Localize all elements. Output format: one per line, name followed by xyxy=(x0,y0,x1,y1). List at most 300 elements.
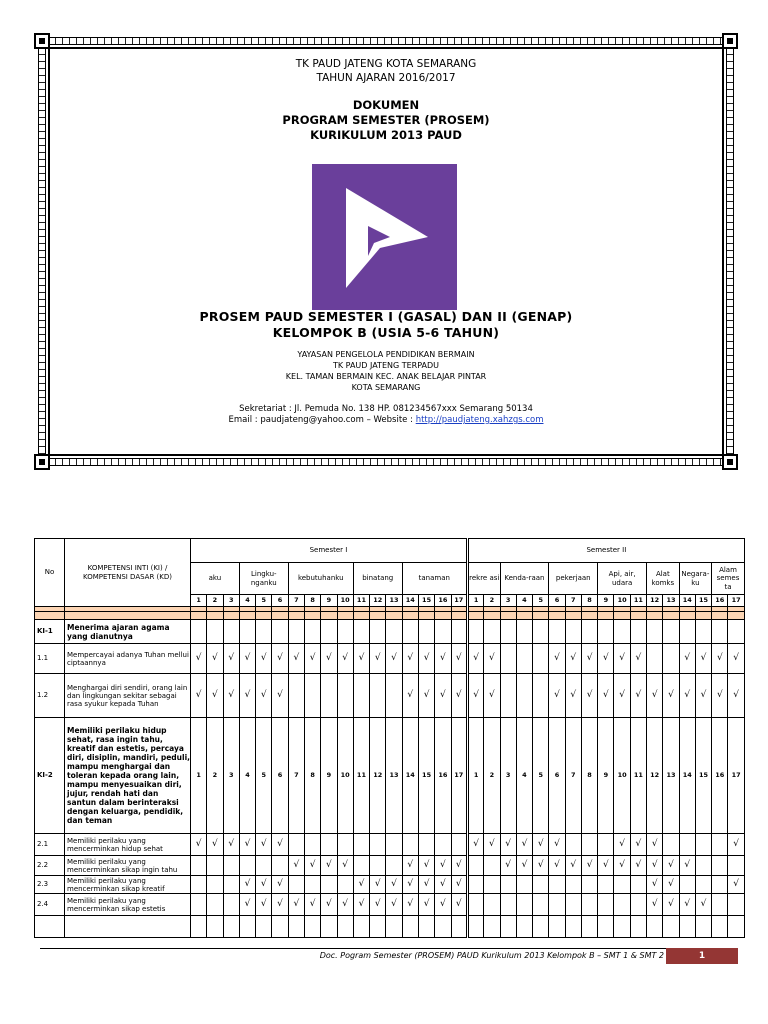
check-mark: √ xyxy=(484,834,500,856)
empty-cell xyxy=(321,916,337,938)
empty-cell xyxy=(304,876,320,894)
check-mark: √ xyxy=(239,894,255,916)
empty-cell xyxy=(712,856,728,876)
empty-cell xyxy=(321,620,337,644)
week-number: 11 xyxy=(630,718,646,834)
check-mark: √ xyxy=(614,834,630,856)
theme-header: binatang xyxy=(353,563,402,595)
check-mark: √ xyxy=(598,856,614,876)
empty-cell xyxy=(533,916,549,938)
school-name: TK PAUD JATENG KOTA SEMARANG xyxy=(295,58,477,70)
check-mark: √ xyxy=(467,834,483,856)
theme-header: tanaman xyxy=(402,563,467,595)
check-mark: √ xyxy=(647,894,663,916)
empty-cell xyxy=(272,620,288,644)
check-mark: √ xyxy=(484,644,500,674)
check-mark: √ xyxy=(239,644,255,674)
week-number: 4 xyxy=(239,718,255,834)
column-header-kd: KOMPETENSI INTI (KI) / KOMPETENSI DASAR (KD) xyxy=(65,539,191,607)
empty-cell xyxy=(191,894,207,916)
empty-cell xyxy=(467,916,483,938)
week-number: 12 xyxy=(370,595,386,607)
empty-cell xyxy=(581,916,597,938)
empty-cell xyxy=(663,916,679,938)
theme-header: Alam semes ta xyxy=(712,563,745,595)
empty-cell xyxy=(304,916,320,938)
empty-cell xyxy=(598,894,614,916)
empty-cell xyxy=(239,916,255,938)
week-number: 1 xyxy=(467,718,483,834)
check-mark: √ xyxy=(679,674,695,718)
row-number: 2.4 xyxy=(35,894,65,916)
empty-cell xyxy=(581,620,597,644)
check-mark: √ xyxy=(728,834,744,856)
check-mark: √ xyxy=(386,644,402,674)
empty-cell xyxy=(467,876,483,894)
empty-cell xyxy=(630,894,646,916)
week-number: 3 xyxy=(500,718,516,834)
check-mark: √ xyxy=(191,674,207,718)
check-mark: √ xyxy=(402,674,418,718)
table-row xyxy=(35,718,745,834)
empty-cell xyxy=(304,620,320,644)
competency-text: Memiliki perilaku yang mencerminkan sikap kreatif xyxy=(65,876,191,894)
empty-cell xyxy=(304,674,320,718)
row-number: KI-2 xyxy=(35,718,65,834)
empty-cell xyxy=(533,644,549,674)
empty-cell xyxy=(695,620,711,644)
check-mark: √ xyxy=(451,876,467,894)
check-mark: √ xyxy=(402,644,418,674)
empty-cell xyxy=(630,876,646,894)
empty-cell xyxy=(370,834,386,856)
empty-cell xyxy=(337,834,353,856)
check-mark: √ xyxy=(695,674,711,718)
document-title xyxy=(34,98,738,143)
empty-cell xyxy=(191,876,207,894)
empty-cell xyxy=(516,916,532,938)
week-number: 12 xyxy=(370,718,386,834)
check-mark: √ xyxy=(191,644,207,674)
check-mark: √ xyxy=(370,876,386,894)
week-number: 14 xyxy=(402,718,418,834)
empty-cell xyxy=(695,834,711,856)
empty-cell xyxy=(467,620,483,644)
week-number: 9 xyxy=(321,718,337,834)
check-mark: √ xyxy=(728,674,744,718)
empty-cell xyxy=(712,620,728,644)
check-mark: √ xyxy=(614,644,630,674)
week-number: 10 xyxy=(337,595,353,607)
empty-cell xyxy=(695,856,711,876)
empty-cell xyxy=(500,894,516,916)
check-mark: √ xyxy=(239,876,255,894)
table-header-row xyxy=(35,539,745,563)
competency-text: Memiliki perilaku yang mencerminkan sikap estetis xyxy=(65,894,191,916)
check-mark: √ xyxy=(451,644,467,674)
empty-cell xyxy=(353,856,369,876)
empty-cell xyxy=(614,876,630,894)
empty-cell xyxy=(418,834,434,856)
empty-cell xyxy=(500,644,516,674)
week-number: 8 xyxy=(581,595,597,607)
empty-cell xyxy=(565,620,581,644)
week-number: 6 xyxy=(549,718,565,834)
week-number: 4 xyxy=(516,595,532,607)
check-mark: √ xyxy=(695,894,711,916)
check-mark: √ xyxy=(695,644,711,674)
empty-cell xyxy=(451,834,467,856)
row-number: KI-1 xyxy=(35,620,65,644)
table-row xyxy=(35,674,745,718)
empty-cell xyxy=(630,916,646,938)
week-number: 6 xyxy=(272,718,288,834)
week-number: 6 xyxy=(549,595,565,607)
week-number: 6 xyxy=(272,595,288,607)
check-mark: √ xyxy=(630,644,646,674)
empty-cell xyxy=(516,876,532,894)
competency-text: Memiliki perilaku yang mencerminkan hidup sehat xyxy=(65,834,191,856)
empty-cell xyxy=(598,916,614,938)
corner-ornament xyxy=(722,33,738,49)
check-mark: √ xyxy=(679,894,695,916)
week-number: 15 xyxy=(418,718,434,834)
empty-cell xyxy=(663,644,679,674)
check-mark: √ xyxy=(598,674,614,718)
prosem-line2: KELOMPOK B (USIA 5-6 TAHUN) xyxy=(272,325,500,340)
email-line xyxy=(34,415,738,426)
empty-cell xyxy=(549,894,565,916)
week-number: 9 xyxy=(321,595,337,607)
empty-cell xyxy=(467,894,483,916)
empty-cell xyxy=(288,916,304,938)
empty-cell xyxy=(500,620,516,644)
empty-cell xyxy=(256,856,272,876)
empty-cell xyxy=(712,876,728,894)
empty-cell xyxy=(353,834,369,856)
check-mark: √ xyxy=(451,856,467,876)
school-year: TAHUN AJARAN 2016/2017 xyxy=(316,72,456,84)
empty-cell xyxy=(500,674,516,718)
empty-cell xyxy=(288,876,304,894)
empty-cell xyxy=(239,620,255,644)
school-header xyxy=(34,57,738,85)
empty-cell xyxy=(402,916,418,938)
check-mark: √ xyxy=(386,894,402,916)
empty-cell xyxy=(516,644,532,674)
check-mark: √ xyxy=(435,894,451,916)
empty-cell xyxy=(712,894,728,916)
check-mark: √ xyxy=(256,876,272,894)
week-number: 13 xyxy=(663,718,679,834)
theme-header: kebutuhanku xyxy=(288,563,353,595)
week-number: 14 xyxy=(679,595,695,607)
empty-cell xyxy=(695,916,711,938)
corner-ornament xyxy=(722,454,738,470)
check-mark: √ xyxy=(223,644,239,674)
week-number: 16 xyxy=(712,595,728,607)
check-mark: √ xyxy=(418,674,434,718)
empty-cell xyxy=(223,894,239,916)
empty-cell xyxy=(728,620,744,644)
check-mark: √ xyxy=(712,674,728,718)
check-mark: √ xyxy=(239,674,255,718)
empty-cell xyxy=(337,876,353,894)
check-mark: √ xyxy=(256,674,272,718)
check-mark: √ xyxy=(256,894,272,916)
competency-text: Memiliki perilaku hidup sehat, rasa ingin tahu, kreatif dan estetis, percaya diri, disiplin, mandiri, peduli, mampu menghargai dan toleran kepada orang lain, mampu menyesuaikan diri, jujur, rendah hati dan santun dalam berinteraksi dengan keluarga, pendidik, dan teman xyxy=(65,718,191,834)
check-mark: √ xyxy=(353,876,369,894)
week-number: 7 xyxy=(288,718,304,834)
week-number: 15 xyxy=(695,718,711,834)
week-number: 11 xyxy=(353,595,369,607)
address-line: Sekretariat : Jl. Pemuda No. 138 HP. 081234567xxx Semarang 50134 xyxy=(239,404,533,414)
week-number: 3 xyxy=(500,595,516,607)
check-mark: √ xyxy=(435,876,451,894)
check-mark: √ xyxy=(467,674,483,718)
check-mark: √ xyxy=(647,834,663,856)
check-mark: √ xyxy=(712,644,728,674)
website-link[interactable]: http://paudjateng.xahzgs.com xyxy=(415,415,544,425)
doc-title-line2: PROGRAM SEMESTER (PROSEM) xyxy=(282,113,490,127)
check-mark: √ xyxy=(418,644,434,674)
empty-cell xyxy=(647,644,663,674)
week-number: 16 xyxy=(712,718,728,834)
check-mark: √ xyxy=(549,644,565,674)
check-mark: √ xyxy=(370,894,386,916)
empty-cell xyxy=(712,834,728,856)
page-number: 1 xyxy=(666,948,738,964)
empty-cell xyxy=(353,620,369,644)
check-mark: √ xyxy=(516,834,532,856)
check-mark: √ xyxy=(728,876,744,894)
row-number: 2.2 xyxy=(35,856,65,876)
contact-info xyxy=(34,404,738,426)
week-number: 8 xyxy=(581,718,597,834)
week-number: 8 xyxy=(304,595,320,607)
empty-cell xyxy=(370,916,386,938)
empty-cell xyxy=(353,916,369,938)
empty-cell xyxy=(533,894,549,916)
corner-ornament xyxy=(34,33,50,49)
check-mark: √ xyxy=(565,856,581,876)
check-mark: √ xyxy=(451,674,467,718)
check-mark: √ xyxy=(565,644,581,674)
empty-cell xyxy=(223,916,239,938)
empty-cell xyxy=(614,894,630,916)
table-row xyxy=(35,894,745,916)
week-number: 1 xyxy=(191,595,207,607)
foundation-line2: TK PAUD JATENG TERPADU xyxy=(332,361,440,370)
empty-cell xyxy=(191,856,207,876)
empty-cell xyxy=(533,620,549,644)
empty-cell xyxy=(256,620,272,644)
empty-cell xyxy=(516,894,532,916)
empty-cell xyxy=(565,834,581,856)
empty-cell xyxy=(288,834,304,856)
empty-cell xyxy=(663,834,679,856)
empty-cell xyxy=(484,876,500,894)
check-mark: √ xyxy=(207,674,223,718)
week-number: 9 xyxy=(598,718,614,834)
check-mark: √ xyxy=(353,644,369,674)
empty-cell xyxy=(598,876,614,894)
check-mark: √ xyxy=(647,876,663,894)
prosem-title xyxy=(34,309,738,341)
check-mark: √ xyxy=(614,856,630,876)
check-mark: √ xyxy=(435,674,451,718)
empty-cell xyxy=(402,834,418,856)
empty-cell xyxy=(353,674,369,718)
competency-text: Menghargai diri sendiri, orang lain dan lingkungan sekitar sebagai rasa syukur kepada Tuhan xyxy=(65,674,191,718)
week-number: 2 xyxy=(484,595,500,607)
logo-icon xyxy=(312,164,457,310)
empty-cell xyxy=(402,620,418,644)
check-mark: √ xyxy=(418,856,434,876)
check-mark: √ xyxy=(272,674,288,718)
check-mark: √ xyxy=(223,834,239,856)
week-number: 5 xyxy=(533,718,549,834)
week-number: 15 xyxy=(695,595,711,607)
check-mark: √ xyxy=(581,856,597,876)
check-mark: √ xyxy=(337,856,353,876)
theme-header: Negara-ku xyxy=(679,563,712,595)
check-mark: √ xyxy=(402,856,418,876)
competency-text: Menerima ajaran agama yang dianutnya xyxy=(65,620,191,644)
empty-cell xyxy=(239,856,255,876)
column-header-no: No xyxy=(35,539,65,607)
check-mark: √ xyxy=(321,856,337,876)
empty-cell xyxy=(207,620,223,644)
empty-cell xyxy=(321,834,337,856)
check-mark: √ xyxy=(288,894,304,916)
check-mark: √ xyxy=(386,876,402,894)
empty-cell xyxy=(679,916,695,938)
prosem-line1: PROSEM PAUD SEMESTER I (GASAL) DAN II (GENAP) xyxy=(199,309,573,324)
semester1-header: Semester I xyxy=(191,539,468,563)
week-number: 17 xyxy=(451,595,467,607)
check-mark: √ xyxy=(663,876,679,894)
week-number: 13 xyxy=(386,718,402,834)
check-mark: √ xyxy=(418,876,434,894)
empty-cell xyxy=(451,916,467,938)
empty-cell xyxy=(500,876,516,894)
empty-cell xyxy=(647,916,663,938)
empty-cell xyxy=(337,916,353,938)
week-number: 10 xyxy=(614,718,630,834)
week-number: 4 xyxy=(516,718,532,834)
check-mark: √ xyxy=(630,834,646,856)
week-number: 14 xyxy=(679,718,695,834)
check-mark: √ xyxy=(353,894,369,916)
check-mark: √ xyxy=(679,856,695,876)
empty-cell xyxy=(533,674,549,718)
check-mark: √ xyxy=(272,894,288,916)
check-mark: √ xyxy=(256,834,272,856)
footer-caption: Doc. Pogram Semester (PROSEM) PAUD Kurikulum 2013 Kelompok B – SMT 1 & SMT 2 xyxy=(319,951,664,960)
check-mark: √ xyxy=(321,894,337,916)
week-number: 1 xyxy=(191,718,207,834)
theme-header: rekre asi xyxy=(467,563,500,595)
check-mark: √ xyxy=(647,856,663,876)
week-number: 10 xyxy=(614,595,630,607)
row-number: 2.3 xyxy=(35,876,65,894)
check-mark: √ xyxy=(288,644,304,674)
week-number: 17 xyxy=(451,718,467,834)
check-mark: √ xyxy=(679,644,695,674)
empty-cell xyxy=(565,894,581,916)
check-mark: √ xyxy=(207,644,223,674)
empty-cell xyxy=(207,876,223,894)
empty-cell xyxy=(484,620,500,644)
week-number: 7 xyxy=(288,595,304,607)
competency-text: Mempercayai adanya Tuhan mellui ciptaannya xyxy=(65,644,191,674)
theme-header: Api, air, udara xyxy=(598,563,647,595)
week-number: 9 xyxy=(598,595,614,607)
check-mark: √ xyxy=(549,834,565,856)
empty-cell xyxy=(272,916,288,938)
week-number: 2 xyxy=(484,718,500,834)
empty-cell xyxy=(207,894,223,916)
table-row xyxy=(35,644,745,674)
check-mark: √ xyxy=(565,674,581,718)
empty-cell xyxy=(500,916,516,938)
check-mark: √ xyxy=(614,674,630,718)
check-mark: √ xyxy=(435,856,451,876)
empty-cell xyxy=(533,876,549,894)
check-mark: √ xyxy=(533,856,549,876)
empty-cell xyxy=(35,916,65,938)
check-mark: √ xyxy=(647,674,663,718)
doc-title-line3: KURIKULUM 2013 PAUD xyxy=(310,128,462,142)
empty-cell xyxy=(370,856,386,876)
check-mark: √ xyxy=(304,894,320,916)
corner-ornament xyxy=(34,454,50,470)
week-number: 13 xyxy=(386,595,402,607)
week-number: 1 xyxy=(467,595,483,607)
empty-cell xyxy=(647,620,663,644)
week-number: 10 xyxy=(337,718,353,834)
email-text: Email : paudjateng@yahoo.com – Website : xyxy=(228,415,416,425)
row-number: 1.2 xyxy=(35,674,65,718)
check-mark: √ xyxy=(402,894,418,916)
check-mark: √ xyxy=(663,674,679,718)
empty-cell xyxy=(223,856,239,876)
empty-cell xyxy=(581,834,597,856)
week-number: 17 xyxy=(728,595,744,607)
table-row xyxy=(35,834,745,856)
theme-header: Lingku-nganku xyxy=(239,563,288,595)
foundation-line4: KOTA SEMARANG xyxy=(351,383,421,392)
empty-cell xyxy=(451,620,467,644)
check-mark: √ xyxy=(321,644,337,674)
check-mark: √ xyxy=(728,644,744,674)
week-number: 13 xyxy=(663,595,679,607)
week-number: 3 xyxy=(223,718,239,834)
frame-ornament-bottom xyxy=(48,458,724,466)
cover-frame xyxy=(34,33,738,470)
empty-cell xyxy=(581,876,597,894)
table-row xyxy=(35,876,745,894)
check-mark: √ xyxy=(516,856,532,876)
empty-cell xyxy=(728,916,744,938)
empty-cell xyxy=(484,856,500,876)
empty-cell xyxy=(370,620,386,644)
empty-cell xyxy=(565,876,581,894)
check-mark: √ xyxy=(500,834,516,856)
empty-cell xyxy=(191,916,207,938)
check-mark: √ xyxy=(239,834,255,856)
